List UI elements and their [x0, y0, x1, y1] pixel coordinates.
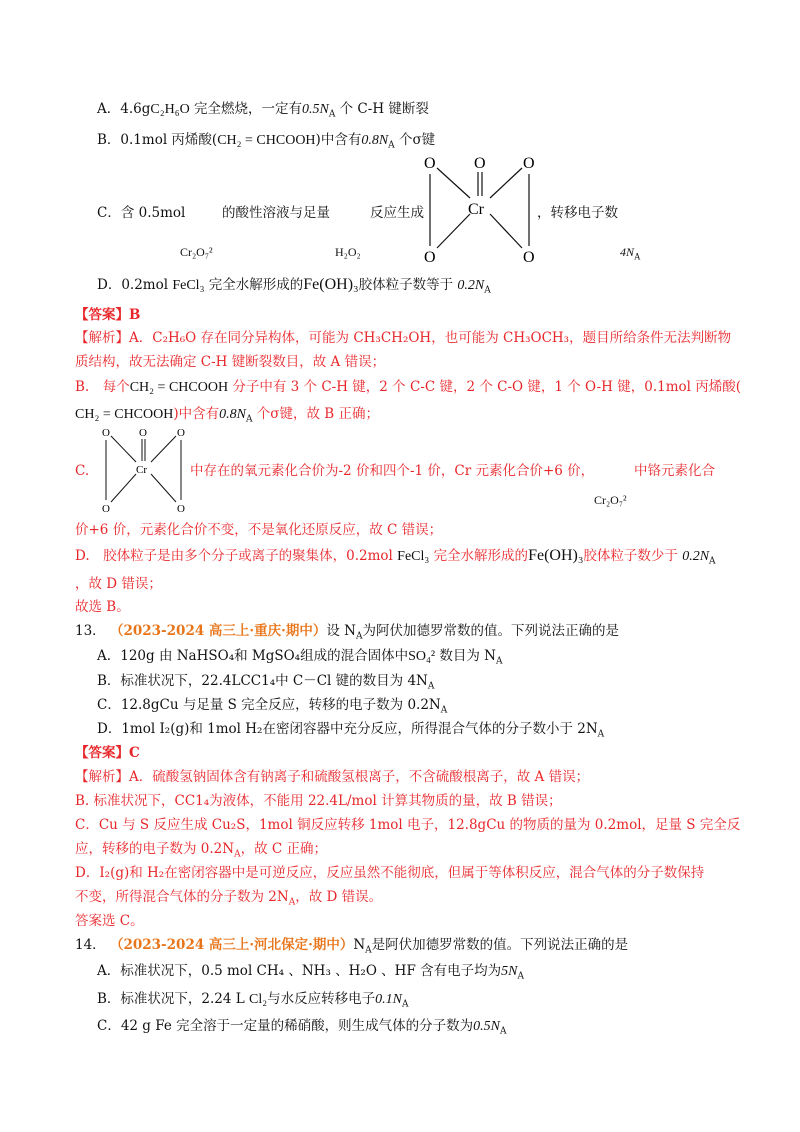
q13-option-d: D．1mol I₂(g)和 1mol H₂在密闭容器中充分反应，所得混合气体的分子数小于 $2N_A$	[97, 721, 605, 740]
oxygen-atom: O	[474, 155, 486, 172]
q13-analysis-1: 【解析】A．硫酸氢钠固体含有钠离子和硫酸氢根离子，不含硫酸根离子，故 A 错误；	[75, 769, 590, 785]
q12-option-a	[97, 100, 429, 119]
q12-analysis-d-line1: D. 胶体粒子是由多个分子或离子的聚集体，0.2mol FeCl₃ 完全水解形成的Fe(OH)₃胶体粒子数少于 $0.2N_A$	[75, 547, 716, 567]
na-value: 0.8N	[361, 133, 389, 148]
q13-source: （2023-2024 高三上·重庆·期中）	[109, 623, 327, 639]
q13-analysis-2: B. 标准状况下，CC1₄为液体，不能用 22.4L/mol 计算其物质的量，故 B 错误；	[75, 793, 562, 809]
subscript: A	[388, 140, 395, 151]
q13-option-a: A．120g 由 NaHSO₄和 MgSO₄组成的混合固体中SO₄² 数目为 $N_A$	[97, 648, 503, 667]
text: 个σ键	[398, 132, 436, 148]
q12-option-c-text2: 的酸性溶液与足量	[222, 205, 330, 221]
cro5-structure-small	[98, 424, 193, 520]
q13-analysis-3: C．Cu 与 S 反应生成 Cu₂S，1mol 铜反应转移 1mol 电子，12.8gCu 的物质的量为 0.2mol，足量 S 完全反	[75, 817, 741, 833]
q14-source: （2023-2024 高三上·河北保定·期中）	[109, 937, 354, 953]
svg-text:O: O	[102, 427, 110, 439]
cro5-structure	[418, 150, 548, 269]
svg-text:Cr: Cr	[136, 464, 147, 476]
q13-option-b: B．标准状况下，22.4LCC1₄中 C－Cl 键的数目为 $4N_A$	[97, 673, 435, 692]
q13-analysis-6: 不变，所得混合气体的分子数为 $2N_A$，故 D 错误。	[75, 889, 383, 908]
q13-conclusion: 答案选 C。	[75, 913, 144, 929]
q12-analysis-c-label: C.	[75, 463, 90, 479]
na-value: 0.5N	[302, 102, 329, 117]
svg-text:O: O	[177, 503, 185, 515]
q14-stem: 14． （2023-2024 高三上·河北保定·期中）$N_A$是阿伏加德罗常数的值。下列说法正确的是	[75, 937, 629, 956]
analysis-dichromate: Cr₂O₇²	[594, 493, 627, 507]
formula: CH₂ = CHCOOH	[217, 133, 316, 148]
svg-text:O: O	[139, 427, 147, 439]
oxygen-atom: O	[424, 249, 436, 265]
chlorine-formula: Cl₂	[249, 992, 268, 1007]
q12-analysis-a-line2: 质结构，故无法确定 C-H 键断裂数目，故 A 错误；	[75, 354, 386, 370]
q13-stem: 13． （2023-2024 高三上·重庆·期中）设 $N_A$为阿伏加德罗常数的值。下列说法正确的是	[75, 623, 619, 642]
q13-analysis-5: D．I₂(g)和 H₂在密闭容器中是可逆反应，反应虽然不能彻底，但属于等体积反应，混合气体的分子数保持	[75, 865, 705, 881]
feoh3-formula: Fe(OH)₃	[303, 276, 359, 293]
q12-analysis-c-line2: 价+6 价，元素化合价不变，不是氧化还原反应，故 C 错误；	[75, 522, 443, 538]
text: A．4.6g	[97, 101, 151, 117]
chromium-atom: Cr	[468, 201, 484, 218]
q12-analysis-c-text: 中存在的氧元素化合价为-2 价和四个-1 价，Cr 元素化合价+6 价，	[190, 463, 595, 479]
q14-option-b: B．标准状况下，2.24 L Cl₂与水反应转移电子$0.1N_A$	[97, 991, 409, 1010]
q13-option-c: C．12.8gCu 与足量 S 完全反应，转移的电子数为 $0.2N_A$	[97, 697, 448, 716]
dichromate-formula: Cr₂O₇²	[180, 245, 213, 259]
text: )中含有	[315, 132, 362, 148]
text: 个 C-H 键断裂	[339, 101, 429, 117]
q12-option-c-text3: 反应生成	[370, 205, 424, 221]
q12-analysis-c-text2: 中铬元素化合	[634, 463, 715, 479]
subscript: A	[328, 109, 336, 120]
oxygen-atom: O	[424, 155, 436, 172]
h2o2-formula: H₂O₂	[335, 245, 361, 259]
q12-c-value: $4N_A$	[620, 245, 641, 262]
q13-analysis-4: 应，转移的电子数为 $0.2N_A$，故 C 正确；	[75, 841, 327, 860]
q12-analysis-b-line2: CH₂ = CHCOOH)中含有$0.8N_A$ 个σ键，故 B 正确；	[75, 406, 379, 425]
q12-answer: 【答案】B	[75, 307, 141, 323]
svg-text:O: O	[102, 503, 110, 515]
q12-analysis-b-line1: B. 每个CH₂ = CHCOOH 分子中有 3 个 C-H 键，2 个 C-C 键，2 个 C-O 键，1 个 O-H 键，0.1mol 丙烯酸(	[75, 379, 742, 395]
q12-analysis-a-line1: 【解析】A．C₂H₆O 存在同分异构体，可能为 CH₃CH₂OH，也可能为 CH₃OCH₃，题目所给条件无法判断物	[75, 330, 732, 346]
q12-option-c	[97, 204, 185, 222]
fecl3-formula: FeCl₃	[172, 278, 205, 293]
text: C．含 0.5mol	[97, 205, 186, 221]
formula: C₂H₆O	[150, 102, 190, 117]
oxygen-atom: O	[523, 249, 535, 265]
q12-option-c-text4: ，转移电子数	[537, 205, 618, 221]
q14-option-c: C．42 g Fe 完全溶于一定量的稀硝酸，则生成气体的分子数为$0.5N_A$	[97, 1018, 507, 1037]
svg-text:O: O	[177, 427, 185, 439]
q13-answer: 【答案】C	[75, 745, 140, 761]
text: 完全燃烧，一定有	[194, 101, 302, 117]
q12-conclusion: 故选 B。	[75, 599, 130, 615]
q12-option-d: D．0.2mol FeCl₃ 完全水解形成的Fe(OH)₃胶体粒子数等于 $0.2N_A$	[97, 276, 491, 296]
q14-option-a: A．标准状况下，0.5 mol CH₄ 、NH₃ 、H₂O 、HF 含有电子均为$5N_A$	[97, 963, 524, 982]
q12-analysis-d-line2: ，故 D 错误；	[75, 576, 162, 592]
text: B．0.1mol 丙烯酸(	[97, 132, 218, 148]
sulfate-formula: SO₄²	[408, 649, 436, 664]
q12-option-b	[97, 131, 435, 150]
oxygen-atom: O	[523, 155, 535, 172]
